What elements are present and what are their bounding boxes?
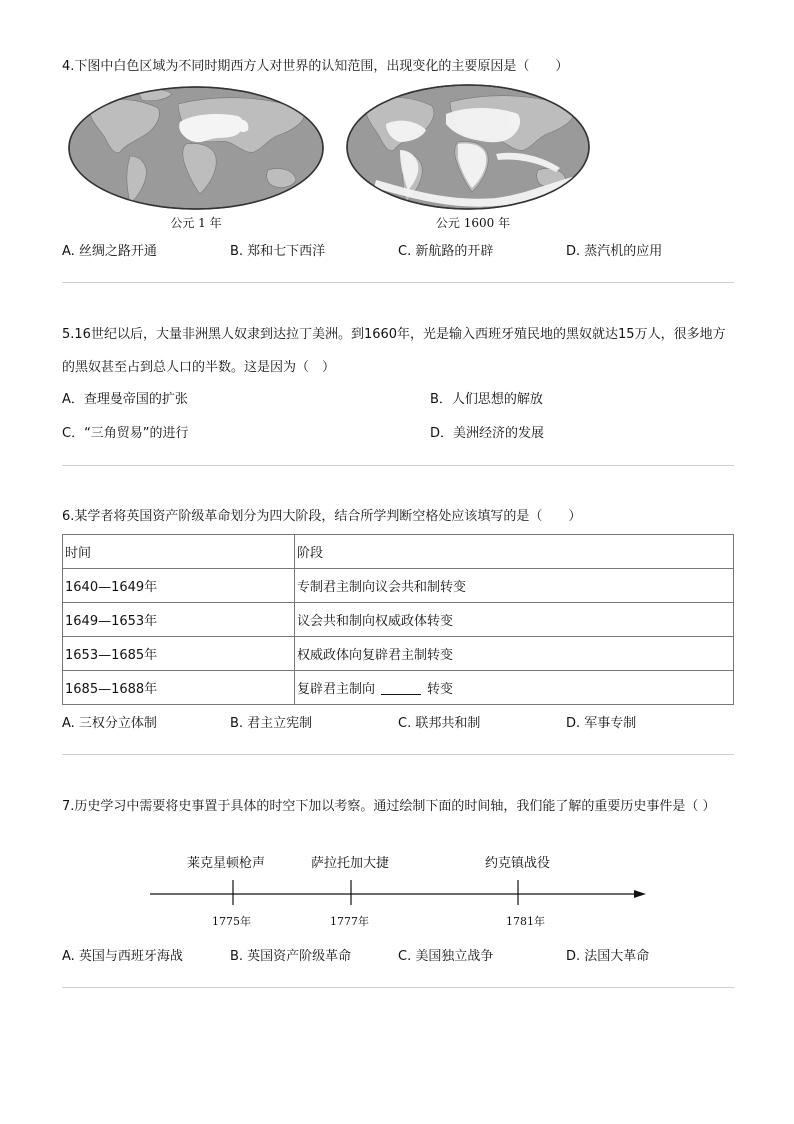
q7-option-b[interactable]: B. 英国资产阶级革命 xyxy=(230,949,352,964)
question-6-stem: 6.某学者将英国资产阶级革命划分为四大阶段，结合所学判断空格处应该填写的是（ ） xyxy=(62,509,582,524)
q7-option-c[interactable]: C. 美国独立战争 xyxy=(398,949,494,964)
q7-option-d[interactable]: D. 法国大革命 xyxy=(566,949,650,964)
timeline-year-1777: 1777年 xyxy=(330,915,369,928)
divider xyxy=(62,465,734,466)
question-7-stem: 7.历史学习中需要将史事置于具体的时空下加以考察。通过绘制下面的时间轴，我们能了解的重要历史事件是（ ） xyxy=(62,799,716,814)
q6-option-d[interactable]: D. 军事专制 xyxy=(566,716,637,731)
q6-option-a[interactable]: A. 三权分立体制 xyxy=(62,716,157,731)
q5-option-d[interactable]: D．美洲经济的发展 xyxy=(430,426,545,441)
q7-option-a[interactable]: A. 英国与西班牙海战 xyxy=(62,949,183,964)
q5-option-a[interactable]: A．查理曼帝国的扩张 xyxy=(62,392,188,407)
table-cell-stage: 权威政体向复辟君主制转变 xyxy=(295,637,734,671)
fill-in-blank[interactable] xyxy=(381,694,421,695)
timeline-event-yorktown: 约克镇战役 xyxy=(485,856,551,871)
q4-option-c[interactable]: C. 新航路的开辟 xyxy=(398,244,494,259)
stage-text-before-blank: 复辟君主制向 xyxy=(297,682,376,697)
q6-option-c[interactable]: C. 联邦共和制 xyxy=(398,716,481,731)
table-row xyxy=(63,671,734,705)
q5-option-b[interactable]: B．人们思想的解放 xyxy=(430,392,543,407)
question-4-stem: 4.下图中白色区域为不同时期西方人对世界的认知范围，出现变化的主要原因是（ ） xyxy=(62,59,569,74)
timeline-year-1775: 1775年 xyxy=(212,915,251,928)
table-header-time: 时间 xyxy=(63,535,295,569)
q4-option-d[interactable]: D. 蒸汽机的应用 xyxy=(566,244,663,259)
stage-text-after-blank: 转变 xyxy=(427,682,454,697)
divider xyxy=(62,754,734,755)
table-row xyxy=(63,603,734,637)
q5-option-c[interactable]: C．“三角贸易”的进行 xyxy=(62,426,189,441)
timeline-axis xyxy=(148,878,650,908)
divider xyxy=(62,282,734,283)
table-cell-stage: 议会共和制向权威政体转变 xyxy=(295,603,734,637)
table-cell-time: 1649—1653年 xyxy=(63,603,295,637)
table-row xyxy=(63,637,734,671)
timeline-event-lexington: 莱克星顿枪声 xyxy=(187,856,266,871)
table-cell-stage: 专制君主制向议会共和制转变 xyxy=(295,569,734,603)
q4-option-b[interactable]: B. 郑和七下西洋 xyxy=(230,244,326,259)
table-cell-stage-blank xyxy=(295,671,734,705)
table-header-row xyxy=(63,535,734,569)
map-caption-1600ad: 公元 1600 年 xyxy=(435,216,511,230)
timeline-year-1781: 1781年 xyxy=(506,915,545,928)
world-map-1ad xyxy=(68,86,324,210)
table-row xyxy=(63,569,734,603)
table-cell-time: 1640—1649年 xyxy=(63,569,295,603)
world-map-1600ad xyxy=(346,84,590,210)
question-5-stem: 5.16世纪以后，大量非洲黑人奴隶到达拉丁美洲。到1660年，光是输入西班牙殖民地的黑奴就达15万人，很多地方的黑奴甚至占到总人口的半数。这是因为（ ） xyxy=(62,327,726,375)
table-header-stage: 阶段 xyxy=(295,535,734,569)
q4-option-a[interactable]: A. 丝绸之路开通 xyxy=(62,244,157,259)
table-cell-time: 1685—1688年 xyxy=(63,671,295,705)
revolution-stages-table xyxy=(62,534,734,705)
table-cell-time: 1653—1685年 xyxy=(63,637,295,671)
timeline-event-saratoga: 萨拉托加大捷 xyxy=(311,856,390,871)
q6-option-b[interactable]: B. 君主立宪制 xyxy=(230,716,313,731)
map-caption-1ad: 公元 1 年 xyxy=(170,216,222,230)
divider xyxy=(62,987,734,988)
